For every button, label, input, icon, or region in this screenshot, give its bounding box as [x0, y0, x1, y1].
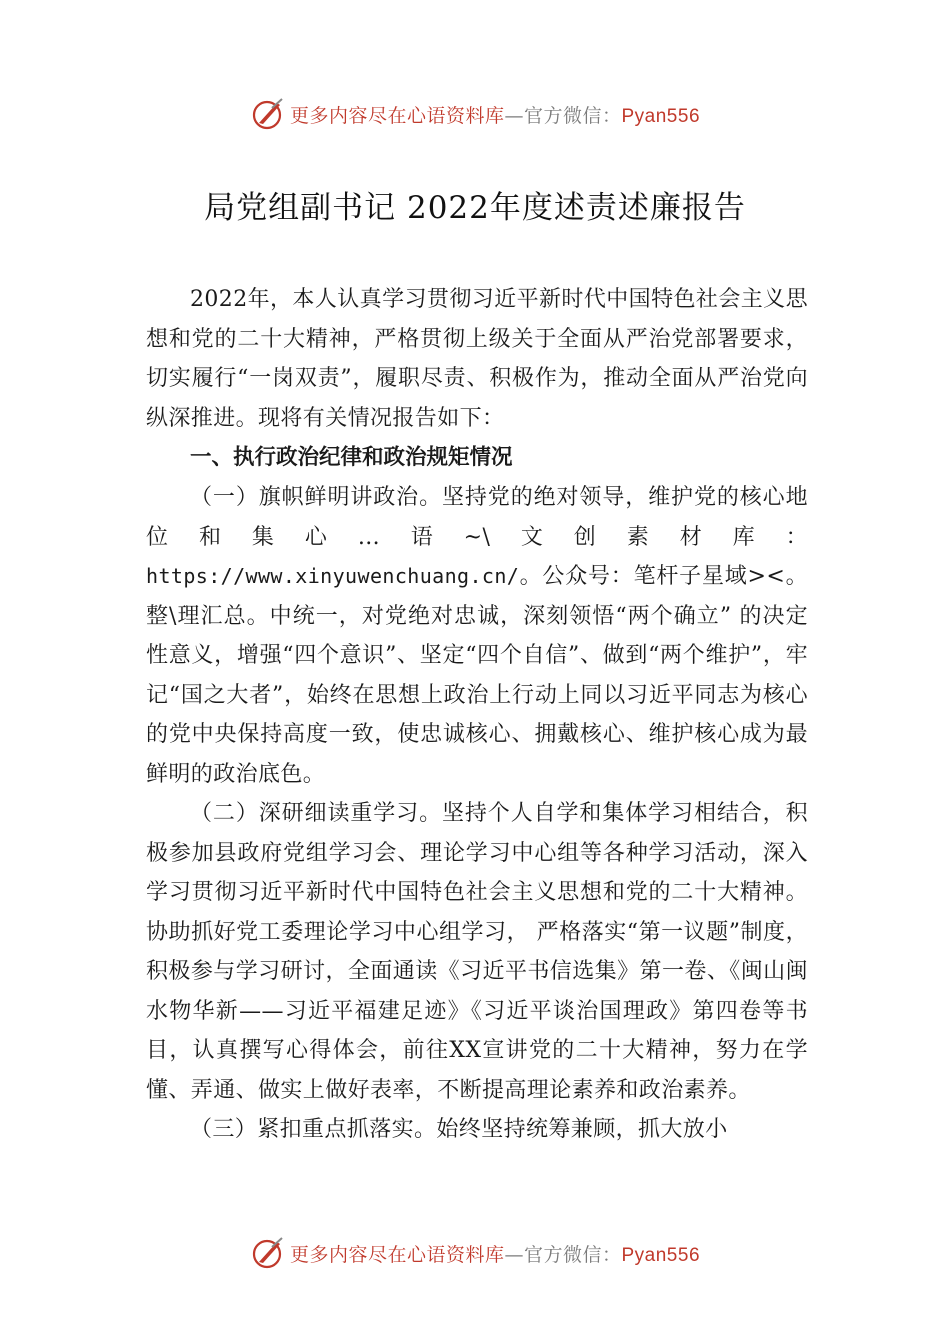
document-title: 局党组副书记 2022年度述责述廉报告 — [204, 190, 746, 226]
intro-paragraph: 2022年，本人认真学习贯彻习近平新时代中国特色社会主义思想和党的二十大精神，严格贯彻上级关于全面从严治党部署要求，切实履行“一岗双责”，履职尽责、积极作为，推动全面从严治党向纵深推进。现将有关情况报告如下： — [146, 287, 808, 431]
banner-text-gray: —官方微信： — [504, 1243, 622, 1266]
banner-text — [290, 101, 700, 128]
banner-text-gray: —官方微信： — [504, 104, 622, 127]
banner-wechat-id: Pyan556 — [621, 105, 701, 127]
banner-wechat-id: Pyan556 — [621, 1244, 701, 1266]
quill-pen-logo-icon — [250, 1235, 286, 1271]
item-1-paragraph — [146, 478, 808, 794]
banner-text-red: 更多内容尽在心语资料库 — [289, 104, 505, 127]
item-1-url: https://www.xinyuwenchuang.cn/ — [146, 564, 520, 588]
quill-pen-logo-icon — [250, 96, 286, 132]
banner-text — [290, 1240, 700, 1267]
item-2-paragraph: （二）深研细读重学习。坚持个人自学和集体学习相结合，积极参加县政府党组学习会、理论学习中心组等各种学习活动，深入学习贯彻习近平新时代中国特色社会主义思想和党的二十大精神。协助抓好党工委理论学习中心组学习， 严格落实“第一议题”制度，积极参与学习研讨，全面通读《习近平书信选集》第一卷、《闽山闽水物华新——习近平福建足迹》《习近平谈治国理政》第四卷等书目，认真撰写心得体会，前往XX宣讲党的二十大精神，努力在学懂、弄通、做实上做好表率，不断提高理论素养和政治素养。 — [146, 801, 808, 1103]
banner-text-red: 更多内容尽在心语资料库 — [289, 1243, 505, 1266]
item-1-lead: （一）旗帜鲜明讲政治。坚持党的绝对领导，维护党的核心地位和集心…语~\文创素材库： — [146, 485, 808, 550]
item-1-rest: 。公众号：笔杆子星域><。整\理汇总。中统一，对党绝对忠诚，深刻领悟“两个确立” 的决定性意义，增强“四个意识”、坚定“四个自信”、做到“两个维护”，牢记“国之大者”，始终在思想上政治上行动上同以习近平同志为核心的党中央保持高度一致，使忠诚核心、拥戴核心、维护核心成为最鲜明的政治底色。 — [146, 564, 808, 787]
footer-banner — [0, 1231, 950, 1275]
document-body — [146, 280, 808, 1150]
section-heading-1: 一、执行政治纪律和政治规矩情况 — [190, 445, 513, 470]
item-3-paragraph: （三）紧扣重点抓落实。始终坚持统筹兼顾，抓大放小 — [190, 1117, 728, 1142]
header-banner — [0, 92, 950, 136]
